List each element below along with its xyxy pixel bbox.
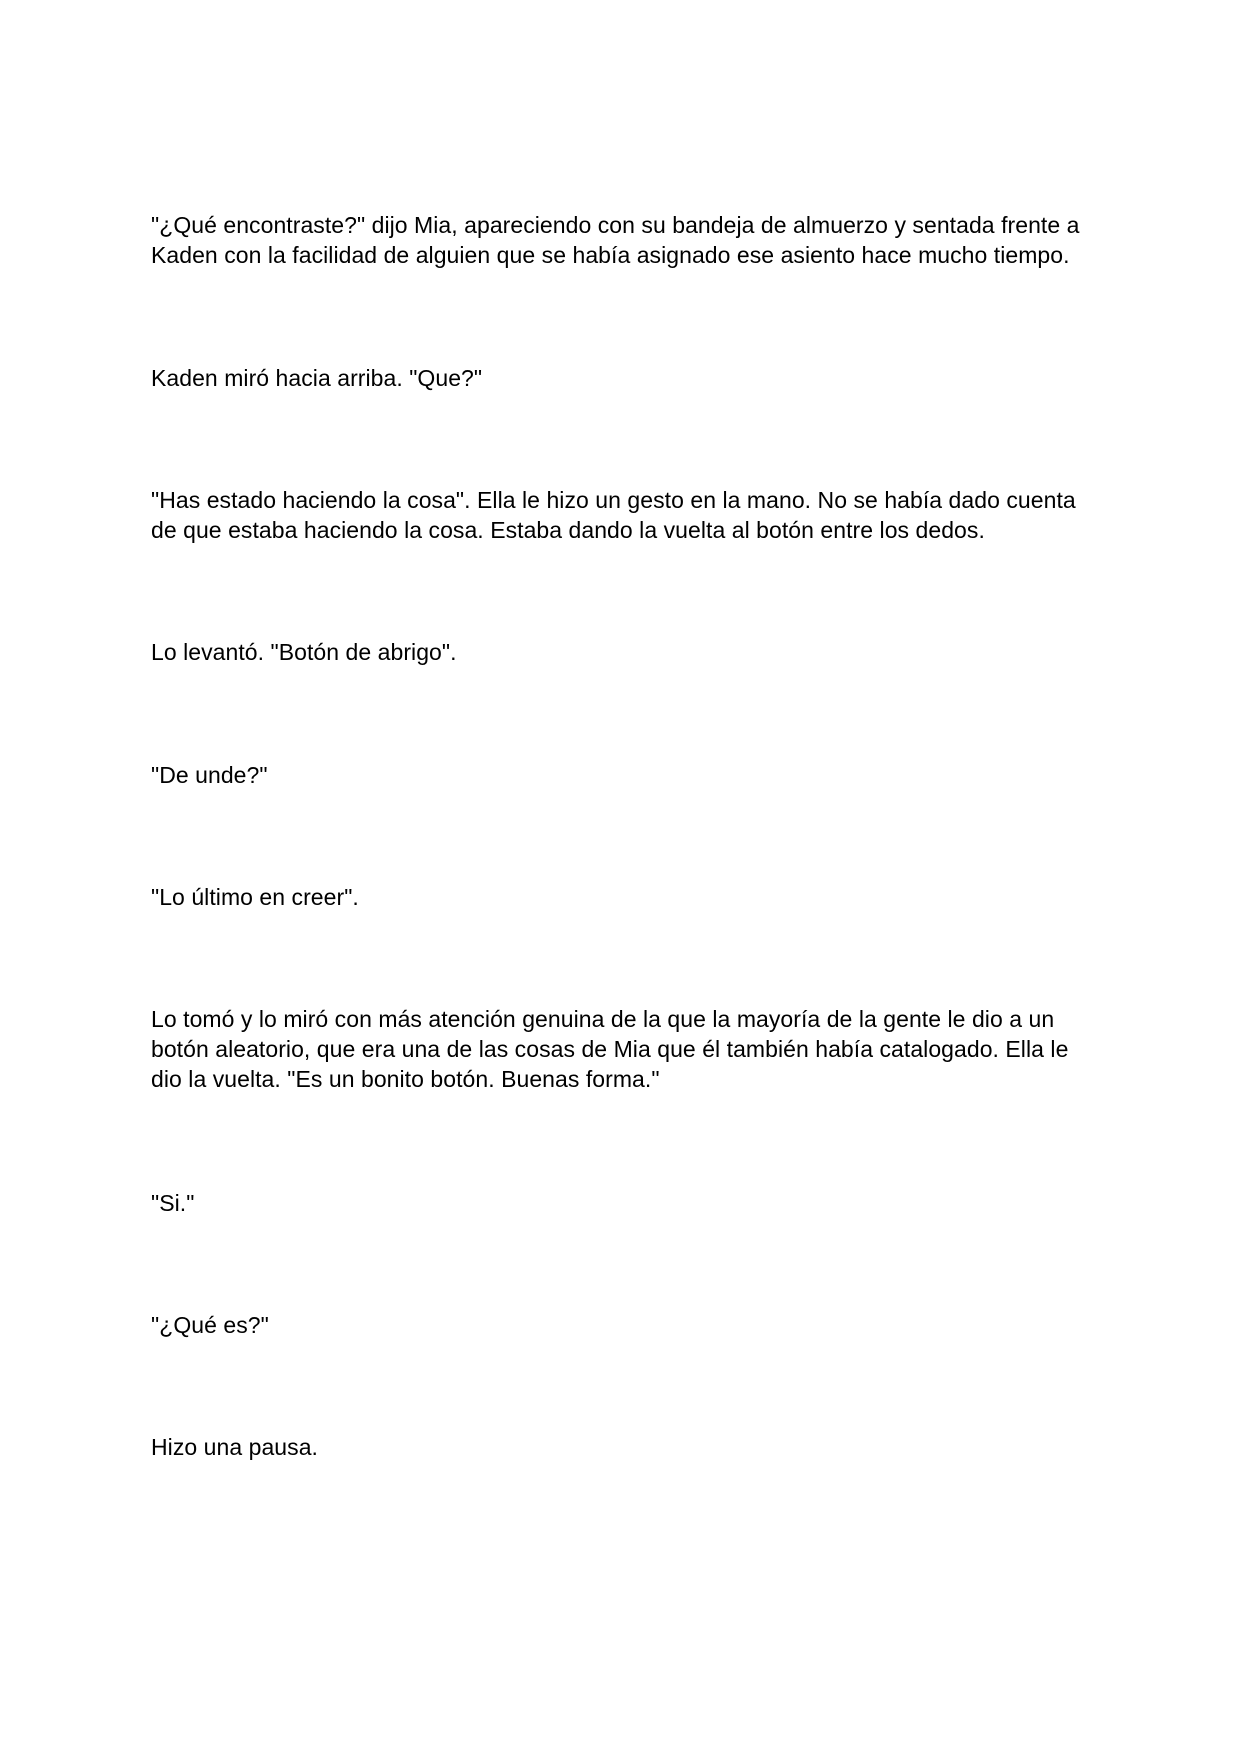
text-line: Kaden con la facilidad de alguien que se había asignado ese asiento hace mucho tiempo. [151,242,1070,268]
paragraph-si [151,1188,1091,1218]
text-line: "¿Qué encontraste?" dijo Mia, apareciendo con su bandeja de almuerzo y sentada frente a [151,212,1080,238]
text-line: "¿Qué es?" [151,1312,269,1338]
paragraph-kaden-miro [151,363,1091,393]
paragraph-que-es [151,1310,1091,1340]
paragraph-lo-tomo [151,1004,1091,1094]
paragraph-lo-levanto [151,637,1091,667]
text-line: dio la vuelta. "Es un bonito botón. Buenas forma." [151,1066,660,1092]
paragraph-has-estado [151,485,1091,545]
paragraph-hizo-una-pausa [151,1432,1091,1462]
text-line: Lo tomó y lo miró con más atención genuina de la que la mayoría de la gente le dio a un [151,1006,1055,1032]
text-line: "De unde?" [151,762,268,788]
text-line: "Lo último en creer". [151,884,359,910]
text-line: Kaden miró hacia arriba. "Que?" [151,365,483,391]
text-line: botón aleatorio, que era una de las cosas de Mia que él también había catalogado. Ella le [151,1036,1069,1062]
paragraph-que-encontraste [151,210,1091,270]
text-line: Lo levantó. "Botón de abrigo". [151,639,457,665]
text-line: "Has estado haciendo la cosa". Ella le hizo un gesto en la mano. No se había dado cuenta [151,487,1076,513]
text-line: Hizo una pausa. [151,1434,318,1460]
text-line: de que estaba haciendo la cosa. Estaba dando la vuelta al botón entre los dedos. [151,517,985,543]
paragraph-lo-ultimo [151,882,1091,912]
text-line: "Si." [151,1190,195,1216]
paragraph-de-unde [151,760,1091,790]
